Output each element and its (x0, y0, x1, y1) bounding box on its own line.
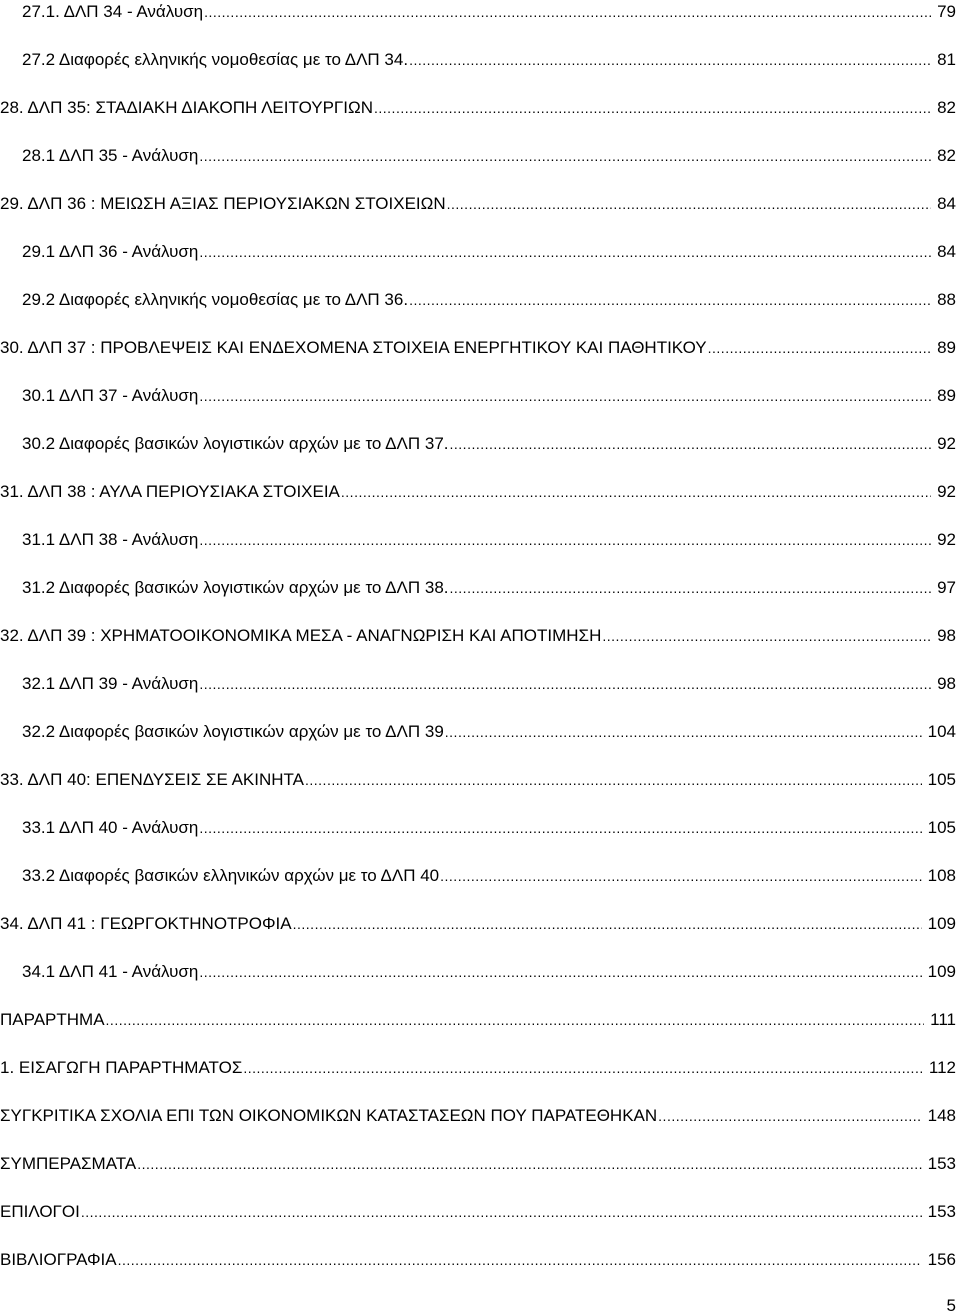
dot-leader (450, 578, 932, 598)
dot-leader (243, 1058, 923, 1078)
toc-entry-page: 148 (927, 1106, 956, 1125)
dot-leader (440, 866, 921, 886)
toc-entry-title: 31. ΔΛΠ 38 : ΑΥΛΑ ΠΕΡΙΟΥΣΙΑΚΑ ΣΤΟΙΧΕΙΑ (0, 482, 340, 501)
toc-entry[interactable] (0, 1242, 956, 1270)
dot-leader (708, 338, 931, 358)
toc-entry[interactable] (0, 186, 956, 214)
toc-entry-title: ΣΥΜΠΕΡΑΣΜΑΤΑ (0, 1154, 137, 1173)
dot-leader (658, 1106, 921, 1126)
toc-entry-title: 33.2 Διαφορές βασικών ελληνικών αρχών με το ΔΛΠ 40 (22, 866, 440, 885)
toc-entry[interactable] (0, 1194, 956, 1222)
toc-entry[interactable] (0, 1146, 956, 1174)
toc-entry[interactable] (22, 378, 956, 406)
toc-entry-title: 27.2 Διαφορές ελληνικής νομοθεσίας με το ΔΛΠ 34. (22, 50, 409, 69)
dot-leader (374, 98, 931, 118)
toc-entry-title: 32. ΔΛΠ 39 : ΧΡΗΜΑΤΟΟΙΚΟΝΟΜΙΚΑ ΜΕΣΑ - ΑΝΑΓΝΩΡΙΣΗ ΚΑΙ ΑΠΟΤΙΜΗΣΗ (0, 626, 602, 645)
toc-entry[interactable] (22, 522, 956, 550)
toc-entry-title: 31.2 Διαφορές βασικών λογιστικών αρχών με το ΔΛΠ 38. (22, 578, 449, 597)
dot-leader (445, 722, 922, 742)
toc-entry[interactable] (22, 42, 956, 70)
toc-entry-page: 92 (937, 530, 956, 549)
toc-entry-title: 32.2 Διαφορές βασικών λογιστικών αρχών με το ΔΛΠ 39 (22, 722, 444, 741)
toc-entry[interactable] (22, 858, 956, 886)
toc-entry-page: 105 (927, 818, 956, 837)
toc-entry[interactable] (0, 906, 956, 934)
toc-entry[interactable] (22, 234, 956, 262)
toc-entry-title: 1. ΕΙΣΑΓΩΓΗ ΠΑΡΑΡΤΗΜΑΤΟΣ (0, 1058, 243, 1077)
dot-leader (305, 770, 922, 790)
dot-leader (199, 674, 931, 694)
toc-entry-page: 104 (927, 722, 956, 741)
toc-entry-page: 97 (937, 578, 956, 597)
dot-leader (106, 1010, 925, 1030)
page-number: 5 (946, 1296, 956, 1315)
toc-entry-page: 156 (927, 1250, 956, 1269)
toc-entry[interactable] (22, 282, 956, 310)
toc-entry-page: 81 (937, 50, 956, 69)
dot-leader (341, 482, 931, 502)
toc-entry-page: 79 (937, 2, 956, 21)
toc-entry-page: 108 (927, 866, 956, 885)
toc-entry-title: ΠΑΡΑΡΤΗΜΑ (0, 1010, 105, 1029)
dot-leader (81, 1202, 922, 1222)
toc-entry-title: ΕΠΙΛΟΓΟΙ (0, 1202, 80, 1221)
toc-entry-page: 89 (937, 386, 956, 405)
toc-entry-page: 109 (927, 962, 956, 981)
toc-entry[interactable] (0, 1050, 956, 1078)
toc-entry-page: 153 (927, 1202, 956, 1221)
dot-leader (199, 242, 931, 262)
toc-entry-title: 32.1 ΔΛΠ 39 - Ανάλυση (22, 674, 199, 693)
toc-entry[interactable] (22, 666, 956, 694)
toc-entry-page: 153 (927, 1154, 956, 1173)
toc-entry-title: 27.1. ΔΛΠ 34 - Ανάλυση (22, 2, 204, 21)
toc-entry-title: 30.2 Διαφορές βασικών λογιστικών αρχών με το ΔΛΠ 37. (22, 434, 449, 453)
toc-entry-page: 98 (937, 626, 956, 645)
toc-entry-page: 109 (927, 914, 956, 933)
toc-entry-title: 29.2 Διαφορές ελληνικής νομοθεσίας με το ΔΛΠ 36. (22, 290, 409, 309)
toc-entry-page: 92 (937, 482, 956, 501)
toc-entry-title: 28. ΔΛΠ 35: ΣΤΑΔΙΑΚΗ ΔΙΑΚΟΠΗ ΛΕΙΤΟΥΡΓΙΩΝ (0, 98, 373, 117)
toc-entry[interactable] (22, 0, 956, 22)
toc-entry-page: 82 (937, 98, 956, 117)
toc-entry-title: 30.1 ΔΛΠ 37 - Ανάλυση (22, 386, 199, 405)
dot-leader (199, 962, 921, 982)
toc-entry[interactable] (0, 762, 956, 790)
toc-entry[interactable] (22, 810, 956, 838)
toc-entry-title: 31.1 ΔΛΠ 38 - Ανάλυση (22, 530, 199, 549)
toc-entry-page: 82 (937, 146, 956, 165)
toc-entry-page: 105 (927, 770, 956, 789)
toc-entry-page: 92 (937, 434, 956, 453)
dot-leader (199, 818, 921, 838)
toc-entry-title: 28.1 ΔΛΠ 35 - Ανάλυση (22, 146, 199, 165)
toc-entry[interactable] (0, 330, 956, 358)
dot-leader (293, 914, 922, 934)
toc-entry-page: 111 (930, 1010, 956, 1029)
toc-entry-title: 34.1 ΔΛΠ 41 - Ανάλυση (22, 962, 199, 981)
dot-leader (199, 386, 931, 406)
dot-leader (137, 1154, 921, 1174)
dot-leader (602, 626, 931, 646)
dot-leader (447, 194, 931, 214)
toc-entry-title: 34. ΔΛΠ 41 : ΓΕΩΡΓΟΚΤΗΝΟΤΡΟΦΙΑ (0, 914, 292, 933)
dot-leader (199, 146, 931, 166)
toc-entry[interactable] (22, 714, 956, 742)
toc-entry-title: 33.1 ΔΛΠ 40 - Ανάλυση (22, 818, 199, 837)
toc-entry-title: 33. ΔΛΠ 40: ΕΠΕΝΔΥΣΕΙΣ ΣΕ ΑΚΙΝΗΤΑ (0, 770, 304, 789)
toc-entry-page: 84 (937, 242, 956, 261)
toc-entry-page: 84 (937, 194, 956, 213)
toc-entry[interactable] (22, 954, 956, 982)
toc-entry[interactable] (22, 138, 956, 166)
toc-entry[interactable] (0, 618, 956, 646)
toc-entry[interactable] (0, 1098, 956, 1126)
toc-entry-title: 29.1 ΔΛΠ 36 - Ανάλυση (22, 242, 199, 261)
dot-leader (450, 434, 932, 454)
toc-entry-page: 88 (937, 290, 956, 309)
dot-leader (409, 50, 931, 70)
dot-leader (204, 2, 931, 22)
toc-entry[interactable] (0, 474, 956, 502)
toc-entry[interactable] (22, 570, 956, 598)
toc-entry-title: 30. ΔΛΠ 37 : ΠΡΟΒΛΕΨΕΙΣ ΚΑΙ ΕΝΔΕΧΟΜΕΝΑ ΣΤΟΙΧΕΙΑ ΕΝΕΡΓΗΤΙΚΟΥ ΚΑΙ ΠΑΘΗΤΙΚΟΥ (0, 338, 707, 357)
toc-entry-page: 98 (937, 674, 956, 693)
toc-entry[interactable] (0, 90, 956, 118)
dot-leader (118, 1250, 922, 1270)
toc-entry-title: ΣΥΓΚΡΙΤΙΚΑ ΣΧΟΛΙΑ ΕΠΙ ΤΩΝ ΟΙΚΟΝΟΜΙΚΩΝ ΚΑΤΑΣΤΑΣΕΩΝ ΠΟΥ ΠΑΡΑΤΕΘΗΚΑΝ (0, 1106, 658, 1125)
toc-entry-page: 112 (928, 1058, 956, 1077)
toc-entry[interactable] (22, 426, 956, 454)
dot-leader (409, 290, 931, 310)
toc-entry[interactable] (0, 1002, 956, 1030)
toc-entry-title: ΒΙΒΛΙΟΓΡΑΦΙΑ (0, 1250, 117, 1269)
toc-entry-title: 29. ΔΛΠ 36 : ΜΕΙΩΣΗ ΑΞΙΑΣ ΠΕΡΙΟΥΣΙΑΚΩΝ ΣΤΟΙΧΕΙΩΝ (0, 194, 446, 213)
toc-entry-page: 89 (937, 338, 956, 357)
dot-leader (199, 530, 931, 550)
